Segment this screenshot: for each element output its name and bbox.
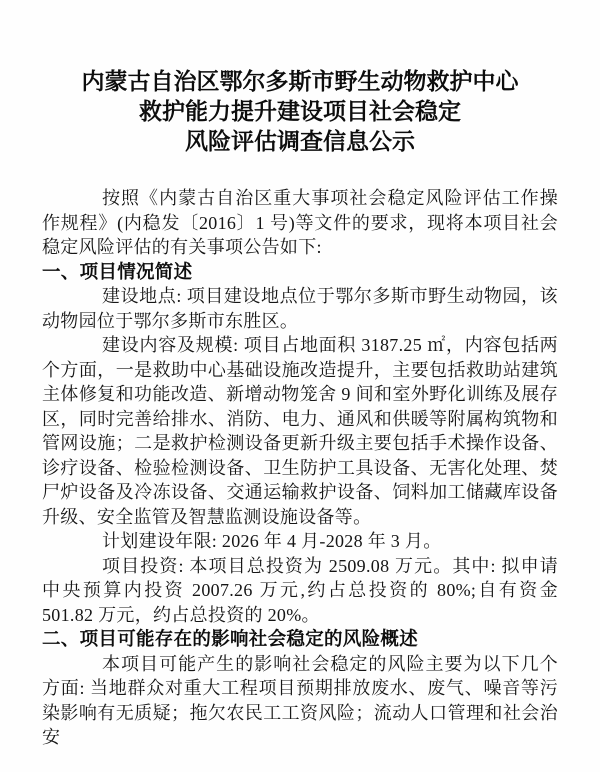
intro-paragraph: 按照《内蒙古自治区重大事项社会稳定风险评估工作操作规程》(内稳发〔2016〕1 号)等文件的要求，现将本项目社会稳定风险评估的有关事项公告如下: (42, 188, 558, 257)
section-1-paragraph-scope: 建设内容及规模: 项目占地面积 3187.25 ㎡，内容包括两个方面，一是救助中心基础设施改造提升，主要包括救助站建筑主体修复和功能改造、新增动物笼舍 9 间和室外野化训练及展存区，同时完善给排水、消防、电力、通风和供暖等附属构筑物和管网设施；二是救护检测设备更新升级主要包括手术操作设备、诊疗设备、检验检测设备、卫生防护工具设备、无害化处理、焚尸炉设备及冷冻设备、交通运输救护设备、饲料加工储藏库设备升级、安全监管及智慧监测设施设备等。 (42, 335, 558, 527)
section-1-paragraph-location: 建设地点: 项目建设地点位于鄂尔多斯市野生动物园，该动物园位于鄂尔多斯市东胜区。 (42, 286, 558, 331)
section-2-heading: 二、项目可能存在的影响社会稳定的风险概述 (42, 628, 419, 649)
document-title (42, 66, 558, 156)
section-1-paragraph-investment: 项目投资: 本项目总投资为 2509.08 万元。其中: 拟申请中央预算内投资 2007.26 万元,约占总投资的 80%;自有资金 501.82 万元，约占总投资的 20%。 (42, 555, 558, 625)
document-body (42, 186, 558, 750)
title-line-3: 风险评估调查信息公示 (185, 128, 415, 154)
section-2-paragraph-risks: 本项目可能产生的影响社会稳定的风险主要为以下几个方面: 当地群众对重大工程项目预期排放废水、废气、噪音等污染影响有无质疑；拖欠农民工工资风险；流动人口管理和社会治安 (42, 653, 558, 747)
title-line-1: 内蒙古自治区鄂尔多斯市野生动物救护中心 (81, 68, 519, 94)
section-1-heading: 一、项目情况简述 (42, 260, 193, 282)
section-1-paragraph-schedule: 计划建设年限: 2026 年 4 月-2028 年 3 月。 (102, 531, 442, 551)
title-line-2: 救护能力提升建设项目社会稳定 (139, 98, 461, 124)
